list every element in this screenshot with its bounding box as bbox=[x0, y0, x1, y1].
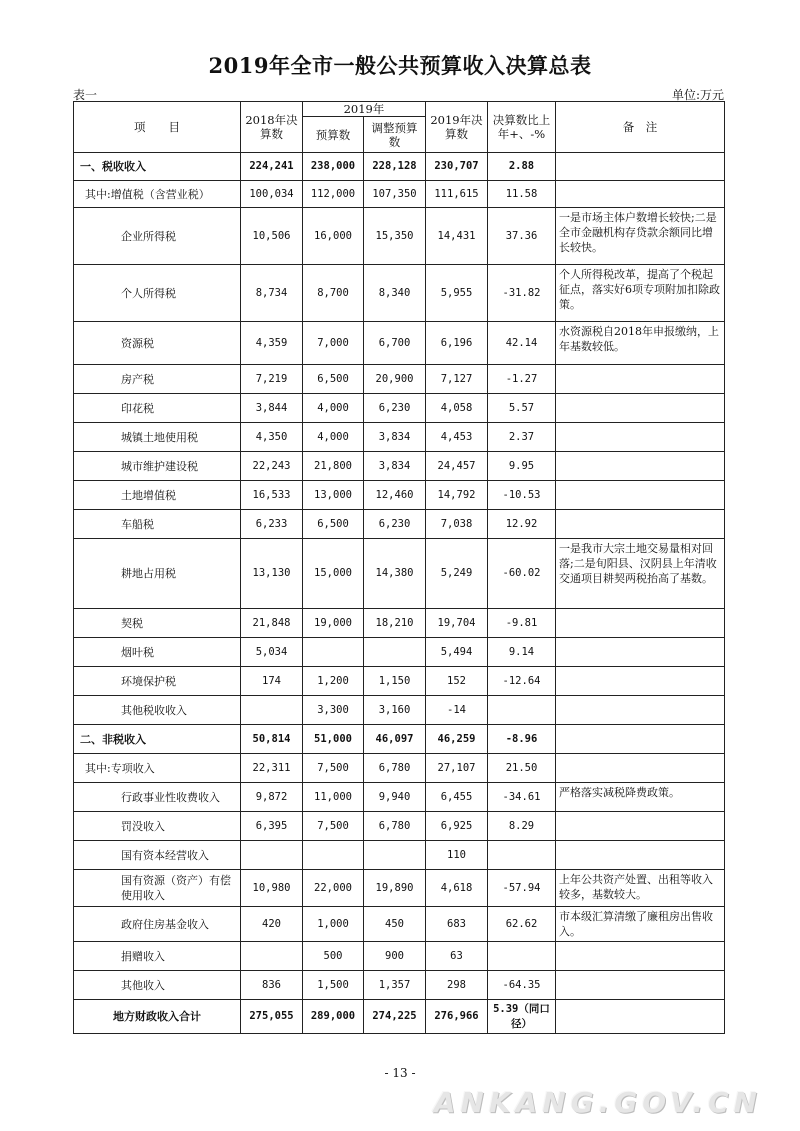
row-2018-final: 4,359 bbox=[241, 322, 303, 365]
row-ratio: -10.53 bbox=[488, 481, 556, 510]
table-header bbox=[74, 102, 725, 153]
table-row bbox=[74, 942, 725, 971]
table-row bbox=[74, 394, 725, 423]
header-note: 备 注 bbox=[556, 102, 725, 153]
row-2018-final: 10,980 bbox=[241, 870, 303, 907]
row-ratio: -57.94 bbox=[488, 870, 556, 907]
table-row bbox=[74, 907, 725, 942]
row-2019-final: 5,955 bbox=[426, 265, 488, 322]
row-2019-final: 14,792 bbox=[426, 481, 488, 510]
row-ratio bbox=[488, 942, 556, 971]
row-2019-final: 63 bbox=[426, 942, 488, 971]
row-2019-final: 5,494 bbox=[426, 638, 488, 667]
table-row bbox=[74, 696, 725, 725]
row-2018-final: 8,734 bbox=[241, 265, 303, 322]
row-adjusted: 19,890 bbox=[364, 870, 426, 907]
row-note bbox=[556, 638, 725, 667]
row-2018-final: 16,533 bbox=[241, 481, 303, 510]
row-budget: 8,700 bbox=[303, 265, 364, 322]
header-2019-group: 2019年 bbox=[303, 102, 426, 117]
row-note bbox=[556, 812, 725, 841]
row-adjusted: 9,940 bbox=[364, 783, 426, 812]
row-note: 上年公共资产处置、出租等收入较多，基数较大。 bbox=[556, 870, 725, 907]
row-item-name: 环境保护税 bbox=[74, 667, 241, 696]
row-item-name: 房产税 bbox=[74, 365, 241, 394]
row-budget: 22,000 bbox=[303, 870, 364, 907]
row-2018-final: 174 bbox=[241, 667, 303, 696]
row-item-name: 一、税收收入 bbox=[74, 153, 241, 181]
row-ratio bbox=[488, 696, 556, 725]
row-2019-final: 6,455 bbox=[426, 783, 488, 812]
row-ratio: -9.81 bbox=[488, 609, 556, 638]
table-row bbox=[74, 754, 725, 783]
row-2019-final: 4,618 bbox=[426, 870, 488, 907]
row-budget: 51,000 bbox=[303, 725, 364, 754]
row-note: 一是市场主体户数增长较快;二是全市金融机构存贷款余额同比增长较快。 bbox=[556, 208, 725, 265]
table-row bbox=[74, 971, 725, 1000]
row-adjusted: 6,230 bbox=[364, 510, 426, 539]
row-2018-final: 6,395 bbox=[241, 812, 303, 841]
row-item-name: 烟叶税 bbox=[74, 638, 241, 667]
row-budget: 1,000 bbox=[303, 907, 364, 942]
row-note bbox=[556, 696, 725, 725]
row-adjusted: 1,357 bbox=[364, 971, 426, 1000]
row-adjusted bbox=[364, 638, 426, 667]
row-budget: 13,000 bbox=[303, 481, 364, 510]
row-2018-final: 224,241 bbox=[241, 153, 303, 181]
row-adjusted: 3,834 bbox=[364, 423, 426, 452]
row-note bbox=[556, 510, 725, 539]
table-row bbox=[74, 481, 725, 510]
row-2018-final: 10,506 bbox=[241, 208, 303, 265]
row-adjusted: 228,128 bbox=[364, 153, 426, 181]
row-budget: 112,000 bbox=[303, 181, 364, 208]
row-item-name: 车船税 bbox=[74, 510, 241, 539]
row-note bbox=[556, 754, 725, 783]
row-item-name: 其他税收收入 bbox=[74, 696, 241, 725]
row-ratio: 9.95 bbox=[488, 452, 556, 481]
table-row bbox=[74, 365, 725, 394]
row-note: 个人所得税改革，提高了个税起征点，落实好6项专项附加扣除政策。 bbox=[556, 265, 725, 322]
row-2019-final: 152 bbox=[426, 667, 488, 696]
row-2018-final bbox=[241, 696, 303, 725]
table-row bbox=[74, 322, 725, 365]
table-row bbox=[74, 181, 725, 208]
row-item-name: 耕地占用税 bbox=[74, 539, 241, 609]
row-ratio: 5.57 bbox=[488, 394, 556, 423]
table-row bbox=[74, 870, 725, 907]
row-ratio: 8.29 bbox=[488, 812, 556, 841]
row-budget: 7,500 bbox=[303, 812, 364, 841]
row-2018-final: 22,311 bbox=[241, 754, 303, 783]
row-2019-final: 46,259 bbox=[426, 725, 488, 754]
table-row bbox=[74, 539, 725, 609]
row-2019-final: 27,107 bbox=[426, 754, 488, 783]
row-note bbox=[556, 667, 725, 696]
row-ratio: -12.64 bbox=[488, 667, 556, 696]
row-2018-final: 3,844 bbox=[241, 394, 303, 423]
row-item-name: 地方财政收入合计 bbox=[74, 1000, 241, 1034]
row-2019-final: 110 bbox=[426, 841, 488, 870]
row-2018-final: 13,130 bbox=[241, 539, 303, 609]
row-budget: 3,300 bbox=[303, 696, 364, 725]
row-item-name: 企业所得税 bbox=[74, 208, 241, 265]
budget-table bbox=[73, 101, 725, 1034]
table-body bbox=[74, 153, 725, 1034]
row-item-name: 印花税 bbox=[74, 394, 241, 423]
row-adjusted: 46,097 bbox=[364, 725, 426, 754]
row-note bbox=[556, 181, 725, 208]
row-note bbox=[556, 394, 725, 423]
row-2019-final: 6,196 bbox=[426, 322, 488, 365]
row-2018-final: 7,219 bbox=[241, 365, 303, 394]
row-adjusted: 3,834 bbox=[364, 452, 426, 481]
row-item-name: 国有资本经营收入 bbox=[74, 841, 241, 870]
row-budget bbox=[303, 638, 364, 667]
table-row bbox=[74, 153, 725, 181]
row-ratio: 9.14 bbox=[488, 638, 556, 667]
row-adjusted: 3,160 bbox=[364, 696, 426, 725]
row-2019-final: 7,127 bbox=[426, 365, 488, 394]
page-title: 2019年全市一般公共预算收入决算总表 bbox=[208, 53, 592, 78]
row-adjusted: 107,350 bbox=[364, 181, 426, 208]
row-note bbox=[556, 365, 725, 394]
header-2019-final: 2019年决算数 bbox=[426, 102, 488, 153]
row-2019-final: 683 bbox=[426, 907, 488, 942]
row-adjusted: 14,380 bbox=[364, 539, 426, 609]
row-ratio: 2.88 bbox=[488, 153, 556, 181]
unit-label: 单位:万元 bbox=[671, 88, 724, 102]
row-ratio: 12.92 bbox=[488, 510, 556, 539]
row-adjusted: 15,350 bbox=[364, 208, 426, 265]
row-2019-final: -14 bbox=[426, 696, 488, 725]
row-note bbox=[556, 481, 725, 510]
row-note bbox=[556, 609, 725, 638]
row-2018-final bbox=[241, 942, 303, 971]
table-row bbox=[74, 812, 725, 841]
header-budget: 预算数 bbox=[303, 117, 364, 153]
table-row bbox=[74, 609, 725, 638]
row-ratio: 11.58 bbox=[488, 181, 556, 208]
row-ratio: -34.61 bbox=[488, 783, 556, 812]
table-row bbox=[74, 638, 725, 667]
row-adjusted: 20,900 bbox=[364, 365, 426, 394]
header-item: 项 目 bbox=[74, 102, 241, 153]
row-item-name: 土地增值税 bbox=[74, 481, 241, 510]
table-row bbox=[74, 265, 725, 322]
row-ratio bbox=[488, 841, 556, 870]
row-budget: 4,000 bbox=[303, 423, 364, 452]
row-budget: 19,000 bbox=[303, 609, 364, 638]
row-2018-final: 420 bbox=[241, 907, 303, 942]
row-note bbox=[556, 153, 725, 181]
row-ratio: 5.39（同口径） bbox=[488, 1000, 556, 1034]
row-note: 严格落实减税降费政策。 bbox=[556, 783, 725, 812]
row-2019-final: 230,707 bbox=[426, 153, 488, 181]
row-budget: 11,000 bbox=[303, 783, 364, 812]
row-adjusted: 1,150 bbox=[364, 667, 426, 696]
row-budget bbox=[303, 841, 364, 870]
row-budget: 4,000 bbox=[303, 394, 364, 423]
row-adjusted: 6,700 bbox=[364, 322, 426, 365]
row-note bbox=[556, 942, 725, 971]
row-budget: 500 bbox=[303, 942, 364, 971]
row-2019-final: 111,615 bbox=[426, 181, 488, 208]
row-item-name: 行政事业性收费收入 bbox=[74, 783, 241, 812]
table-row bbox=[74, 841, 725, 870]
row-note bbox=[556, 841, 725, 870]
row-note: 水资源税自2018年申报缴纳，上年基数较低。 bbox=[556, 322, 725, 365]
row-2018-final: 6,233 bbox=[241, 510, 303, 539]
row-budget: 289,000 bbox=[303, 1000, 364, 1034]
row-item-name: 个人所得税 bbox=[74, 265, 241, 322]
row-2018-final: 836 bbox=[241, 971, 303, 1000]
row-2019-final: 4,453 bbox=[426, 423, 488, 452]
row-ratio: 37.36 bbox=[488, 208, 556, 265]
row-2019-final: 276,966 bbox=[426, 1000, 488, 1034]
row-2018-final: 9,872 bbox=[241, 783, 303, 812]
table-row bbox=[74, 510, 725, 539]
row-note bbox=[556, 971, 725, 1000]
row-item-name: 政府住房基金收入 bbox=[74, 907, 241, 942]
row-budget: 1,500 bbox=[303, 971, 364, 1000]
row-budget: 238,000 bbox=[303, 153, 364, 181]
table-row bbox=[74, 1000, 725, 1034]
row-item-name: 城镇土地使用税 bbox=[74, 423, 241, 452]
row-item-name: 资源税 bbox=[74, 322, 241, 365]
row-item-name: 罚没收入 bbox=[74, 812, 241, 841]
row-budget: 6,500 bbox=[303, 365, 364, 394]
row-2018-final: 5,034 bbox=[241, 638, 303, 667]
row-adjusted: 6,780 bbox=[364, 812, 426, 841]
row-ratio: 2.37 bbox=[488, 423, 556, 452]
table-row bbox=[74, 423, 725, 452]
site-watermark: ANKANG.GOV.CN bbox=[433, 1086, 762, 1119]
row-ratio: -31.82 bbox=[488, 265, 556, 322]
row-ratio: 21.50 bbox=[488, 754, 556, 783]
row-item-name: 国有资源（资产）有偿使用收入 bbox=[74, 870, 241, 907]
row-2018-final: 21,848 bbox=[241, 609, 303, 638]
table-row bbox=[74, 783, 725, 812]
row-2018-final bbox=[241, 841, 303, 870]
table-row bbox=[74, 208, 725, 265]
row-item-name: 城市维护建设税 bbox=[74, 452, 241, 481]
row-ratio: 42.14 bbox=[488, 322, 556, 365]
row-item-name: 二、非税收入 bbox=[74, 725, 241, 754]
row-adjusted: 450 bbox=[364, 907, 426, 942]
row-2019-final: 19,704 bbox=[426, 609, 488, 638]
row-ratio: -1.27 bbox=[488, 365, 556, 394]
row-2019-final: 14,431 bbox=[426, 208, 488, 265]
row-2019-final: 298 bbox=[426, 971, 488, 1000]
row-2019-final: 24,457 bbox=[426, 452, 488, 481]
row-note bbox=[556, 423, 725, 452]
row-ratio: 62.62 bbox=[488, 907, 556, 942]
row-2018-final: 50,814 bbox=[241, 725, 303, 754]
row-item-name: 契税 bbox=[74, 609, 241, 638]
row-item-name: 捐赠收入 bbox=[74, 942, 241, 971]
row-2019-final: 6,925 bbox=[426, 812, 488, 841]
page-number: - 13 - bbox=[384, 1066, 416, 1080]
row-adjusted: 274,225 bbox=[364, 1000, 426, 1034]
row-note bbox=[556, 452, 725, 481]
table-row bbox=[74, 452, 725, 481]
row-budget: 16,000 bbox=[303, 208, 364, 265]
row-2019-final: 5,249 bbox=[426, 539, 488, 609]
row-budget: 7,000 bbox=[303, 322, 364, 365]
row-adjusted bbox=[364, 841, 426, 870]
row-budget: 7,500 bbox=[303, 754, 364, 783]
header-2018-final: 2018年决算数 bbox=[241, 102, 303, 153]
row-item-name: 其中:专项收入 bbox=[74, 754, 241, 783]
row-adjusted: 900 bbox=[364, 942, 426, 971]
row-ratio: -64.35 bbox=[488, 971, 556, 1000]
row-2018-final: 275,055 bbox=[241, 1000, 303, 1034]
row-2019-final: 7,038 bbox=[426, 510, 488, 539]
row-adjusted: 6,230 bbox=[364, 394, 426, 423]
row-note bbox=[556, 725, 725, 754]
row-budget: 1,200 bbox=[303, 667, 364, 696]
header-adjusted: 调整预算数 bbox=[364, 117, 426, 153]
row-adjusted: 18,210 bbox=[364, 609, 426, 638]
row-budget: 21,800 bbox=[303, 452, 364, 481]
row-item-name: 其他收入 bbox=[74, 971, 241, 1000]
header-ratio: 决算数比上年+、-% bbox=[488, 102, 556, 153]
table-row bbox=[74, 667, 725, 696]
table-row bbox=[74, 725, 725, 754]
row-note: 市本级汇算清缴了廉租房出售收入。 bbox=[556, 907, 725, 942]
table-number: 表一 bbox=[73, 88, 98, 102]
row-ratio: -60.02 bbox=[488, 539, 556, 609]
row-2018-final: 4,350 bbox=[241, 423, 303, 452]
row-adjusted: 6,780 bbox=[364, 754, 426, 783]
row-adjusted: 12,460 bbox=[364, 481, 426, 510]
row-2018-final: 22,243 bbox=[241, 452, 303, 481]
row-budget: 15,000 bbox=[303, 539, 364, 609]
row-2019-final: 4,058 bbox=[426, 394, 488, 423]
row-ratio: -8.96 bbox=[488, 725, 556, 754]
row-2018-final: 100,034 bbox=[241, 181, 303, 208]
row-adjusted: 8,340 bbox=[364, 265, 426, 322]
row-item-name: 其中:增值税（含营业税） bbox=[74, 181, 241, 208]
row-note bbox=[556, 1000, 725, 1034]
row-note: 一是我市大宗土地交易量相对回落;二是旬阳县、汉阴县上年清收交通项目耕契两税抬高了基数。 bbox=[556, 539, 725, 609]
row-budget: 6,500 bbox=[303, 510, 364, 539]
